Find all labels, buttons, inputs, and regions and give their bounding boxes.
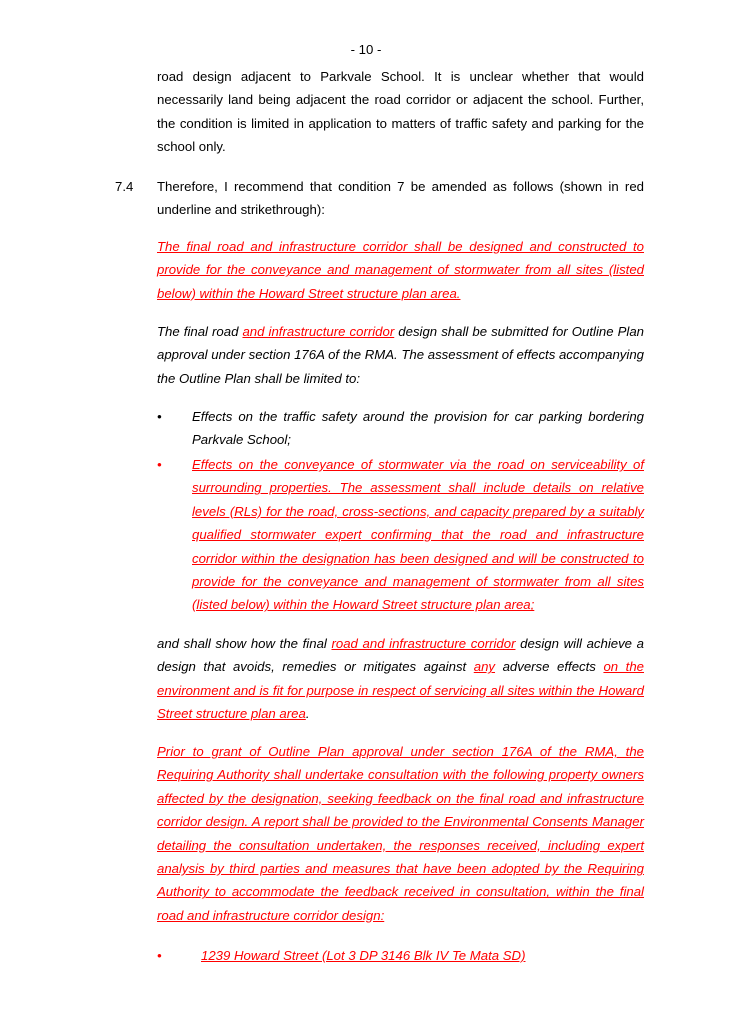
property-text: 1239 Howard Street (Lot 3 DP 3146 Blk IV Te Mata SD): [201, 948, 526, 963]
inserted-paragraph-1: The final road and infrastructure corridor shall be designed and constructed to provide for the conveyance and management of stormwater from all sites (listed below) within the Howard Street structure plan area.: [157, 239, 644, 301]
bullet-text-inserted: Effects on the conveyance of stormwater via the road on serviceability of surrounding properties. The assessment shall include details on relative levels (RLs) for the road, cross-sections, and capacity prepared by a suitably qualified stormwater expert confirming that the road and infrastructure corridor within the designation has been designed and will be constructed to provide for the conveyance and management of stormwater from all sites (listed below) within the Howard Street structure plan area;: [192, 457, 644, 613]
bullet-icon: •: [157, 948, 162, 963]
intro-paragraph: road design adjacent to Parkvale School. It is unclear whether that would necessarily land being adjacent the road corridor or adjacent the school. Further, the condition is limited in application to matters of traffic safety and parking for the school only.: [157, 69, 644, 155]
design-inserted-3: on the environment and is fit for purpose in respect of servicing all sites within the Howard Street structure plan area: [157, 659, 644, 722]
bullet-icon: •: [157, 409, 162, 424]
section-number: 7.4: [115, 179, 134, 194]
inserted-paragraph-2: Prior to grant of Outline Plan approval under section 176A of the RMA, the Requiring Authority shall undertake consultation with the following property owners affected by the designation, seeking feedback on the final road and infrastructure corridor design. A report shall be provided to the Environmental Consents Manager detailing the consultation undertaken, the responses received, including expert analysis by third parties and measures that have been adopted by the Requiring Authority to accommodate the feedback received in consultation, within the final road and infrastructure corridor design:: [157, 744, 644, 923]
bullet-icon: •: [157, 457, 162, 472]
design-text-3: adverse effects: [495, 659, 604, 675]
design-text-2: design will achieve a design that avoids, remedies or mitigates against: [157, 636, 644, 675]
design-inserted-1: road and infrastructure corridor: [331, 636, 516, 651]
design-inserted-2: any: [473, 659, 496, 675]
page-number: - 10 -: [350, 42, 382, 57]
design-text-1: and shall show how the final: [157, 636, 332, 651]
design-paragraph: [157, 632, 644, 726]
outline-plan-paragraph: [157, 320, 644, 390]
bullet-text: Effects on the traffic safety around the provision for car parking bordering Parkvale School;: [192, 409, 644, 448]
outline-plan-text-1: The final road: [157, 324, 243, 339]
design-text-4: .: [305, 706, 310, 722]
outline-plan-inserted-1: and infrastructure corridor: [242, 324, 395, 339]
section-text: Therefore, I recommend that condition 7 be amended as follows (shown in red underline and strikethrough):: [157, 179, 644, 218]
outline-plan-text-2: design shall be submitted for Outline Plan approval under section 176A of the RMA. The assessment of effects accompanying the Outline Plan shall be limited to:: [157, 324, 644, 386]
